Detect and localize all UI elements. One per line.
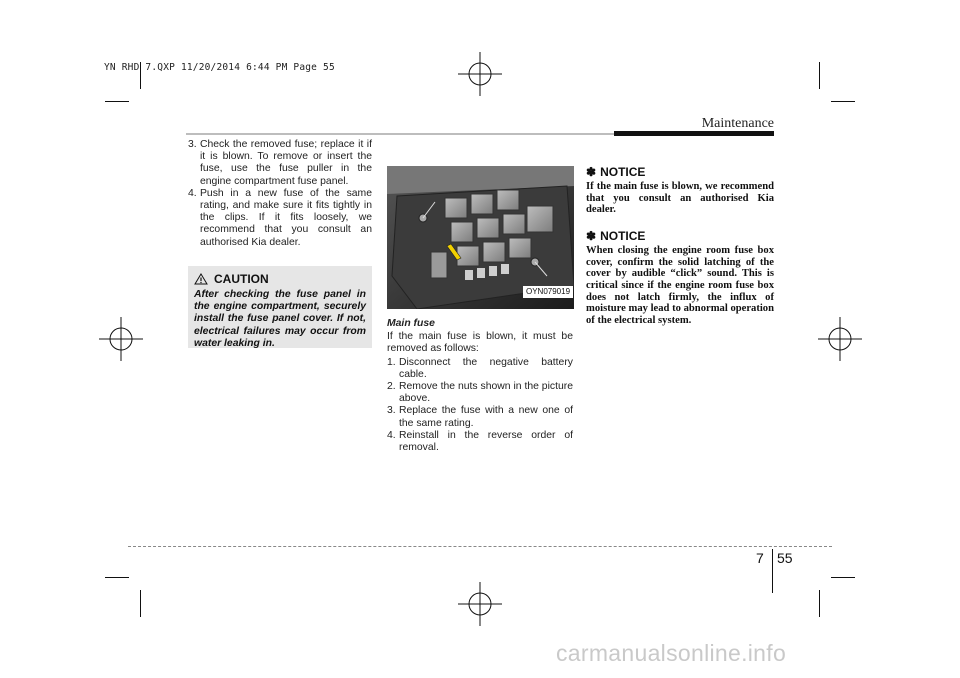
caution-box [188, 266, 372, 348]
step-text: Disconnect the negative battery cable. [399, 356, 573, 380]
crop-mark [819, 590, 820, 617]
crop-mark [105, 101, 129, 102]
registration-mark-bottom-icon [458, 582, 502, 626]
header-rule [186, 133, 614, 135]
step-text: Replace the fuse with a new one of the same rating. [399, 405, 573, 429]
step-number: 4. [387, 429, 396, 441]
main-fuse-steps [387, 357, 573, 455]
list-item [387, 381, 573, 405]
crop-mark [819, 62, 820, 89]
registration-mark-top-icon [458, 52, 502, 96]
list-item [188, 139, 372, 188]
warning-triangle-icon [194, 273, 208, 285]
fuse-steps [188, 139, 372, 249]
step-text: Check the removed fuse; replace it if it is blown. To remove or insert the fuse, use the fuse puller in the engine compartment fuse panel. [200, 139, 372, 187]
header-rule-accent [614, 131, 774, 136]
step-number: 4. [188, 187, 197, 199]
caution-title: CAUTION [214, 272, 269, 286]
list-item [387, 357, 573, 381]
main-fuse-heading: Main fuse [387, 318, 435, 329]
crop-mark [105, 577, 129, 578]
right-column [586, 166, 774, 340]
middle-column [387, 318, 573, 454]
footer-rule [128, 546, 832, 547]
print-slug: YN RHD 7.QXP 11/20/2014 6:44 PM Page 55 [104, 62, 335, 73]
notice-header [586, 230, 774, 242]
left-column [188, 139, 372, 249]
page-number: 55 [777, 550, 793, 566]
list-item [387, 430, 573, 454]
notice-text: When closing the engine room fuse box cover, confirm the solid latching of the cover by audible “click” sound. This is critical since if the engine room fuse box does not latch firmly, the influx of moisture may lead to abnormal operation of the electrical system. [586, 245, 774, 326]
notice-star-icon: ✽ [586, 165, 597, 179]
registration-mark-right-icon [818, 317, 862, 361]
step-number: 3. [387, 405, 396, 417]
image-code: OYN079019 [523, 286, 573, 298]
step-text: Push in a new fuse of the same rating, and make sure it fits tightly in the clips. If it fits loosely, we recommend that you consult an authorised Kia dealer. [200, 187, 372, 248]
main-fuse-intro: If the main fuse is blown, it must be removed as follows: [387, 331, 573, 355]
step-number: 2. [387, 381, 396, 393]
step-text: Remove the nuts shown in the picture above. [399, 381, 573, 405]
list-item [188, 188, 372, 249]
section-title: Maintenance [701, 116, 774, 131]
step-number: 3. [188, 139, 197, 150]
step-number: 1. [387, 356, 396, 368]
crop-mark [831, 577, 855, 578]
crop-mark [140, 590, 141, 617]
caution-text: After checking the fuse panel in the engine compartment, securely install the fuse panel cover. If not, electrical failures may occur from water leaking in. [194, 289, 366, 349]
notice-title: NOTICE [600, 165, 646, 179]
notice-header [586, 166, 774, 178]
notice-star-icon: ✽ [586, 228, 597, 243]
registration-mark-left-icon [99, 317, 143, 361]
step-text: Reinstall in the reverse order of removal. [399, 429, 573, 454]
notice-title: NOTICE [600, 228, 646, 243]
list-item [387, 405, 573, 429]
watermark: carmanualsonline.info [556, 640, 787, 666]
chapter-number: 7 [756, 550, 764, 566]
crop-mark [831, 101, 855, 102]
page-number-divider [772, 549, 773, 593]
notice-text: If the main fuse is blown, we recommend that you consult an authorised Kia dealer. [586, 181, 774, 216]
caution-header [194, 272, 366, 286]
